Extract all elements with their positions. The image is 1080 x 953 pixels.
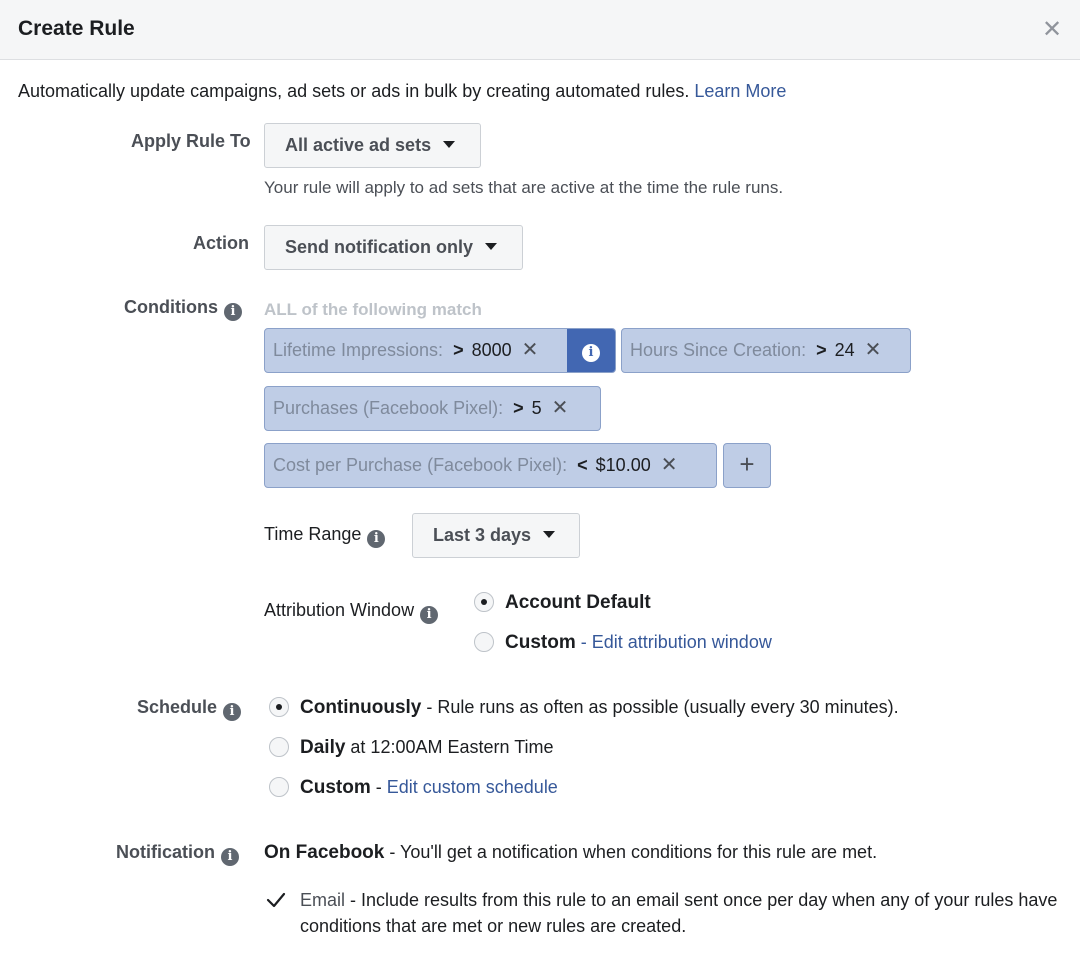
condition-metric: Cost per Purchase (Facebook Pixel): xyxy=(273,455,568,475)
dialog-header xyxy=(0,0,1080,60)
attribution-custom-radio[interactable] xyxy=(474,632,494,652)
condition-operator: < xyxy=(577,455,588,475)
edit-attribution-window-link[interactable]: Edit attribution window xyxy=(591,632,772,652)
apply-rule-to-value: All active ad sets xyxy=(285,135,432,155)
apply-rule-to-dropdown[interactable] xyxy=(264,123,481,168)
condition-operator: > xyxy=(513,398,524,418)
schedule-label xyxy=(137,697,241,721)
schedule-custom-separator: - xyxy=(370,777,387,797)
condition-chip[interactable] xyxy=(264,443,717,488)
condition-chip[interactable] xyxy=(264,328,616,373)
learn-more-link[interactable]: Learn More xyxy=(694,81,787,101)
schedule-daily-desc: at 12:00AM Eastern Time xyxy=(345,737,554,757)
schedule-continuously-desc: - Rule runs as often as possible (usually every 30 minutes). xyxy=(421,697,899,717)
remove-condition-icon[interactable]: ✕ xyxy=(864,339,882,361)
attribution-separator: - xyxy=(575,632,592,652)
caret-down-icon xyxy=(485,243,497,250)
intro-description: Automatically update campaigns, ad sets or ads in bulk by creating automated rules. xyxy=(18,81,690,101)
condition-info-icon[interactable]: i xyxy=(567,329,615,372)
condition-metric: Lifetime Impressions: xyxy=(273,340,444,360)
checkmark-icon xyxy=(265,889,287,911)
notification-email-label: Email xyxy=(300,890,346,910)
schedule-daily-radio[interactable] xyxy=(269,737,289,757)
condition-value: 5 xyxy=(531,398,542,418)
attribution-window-label-text: Attribution Window xyxy=(264,600,415,620)
condition-chip[interactable] xyxy=(621,328,911,373)
notification-email xyxy=(300,887,1080,939)
apply-rule-to-label: Apply Rule To xyxy=(131,131,251,151)
schedule-label-text: Schedule xyxy=(137,697,218,717)
conditions-label xyxy=(124,297,242,321)
condition-metric: Purchases (Facebook Pixel): xyxy=(273,398,504,418)
time-range-dropdown[interactable] xyxy=(412,513,580,558)
condition-value: 8000 xyxy=(471,340,512,360)
condition-value: 24 xyxy=(834,340,855,360)
schedule-continuously-radio[interactable] xyxy=(269,697,289,717)
notification-facebook xyxy=(264,842,877,864)
notification-facebook-label: On Facebook xyxy=(264,842,385,863)
condition-operator: > xyxy=(816,340,827,360)
condition-metric: Hours Since Creation: xyxy=(630,340,807,360)
info-icon[interactable]: i xyxy=(224,303,242,321)
attribution-window-label xyxy=(264,600,438,624)
condition-value: $10.00 xyxy=(595,455,651,475)
dialog-title: Create Rule xyxy=(18,17,135,40)
time-range-label-text: Time Range xyxy=(264,524,362,544)
attribution-default-radio[interactable] xyxy=(474,592,494,612)
edit-custom-schedule-link[interactable]: Edit custom schedule xyxy=(386,777,558,797)
attribution-custom-label: Custom xyxy=(505,632,576,653)
email-checkbox[interactable] xyxy=(265,889,287,911)
info-icon[interactable]: i xyxy=(367,530,385,548)
action-label: Action xyxy=(193,233,249,253)
remove-condition-icon[interactable]: ✕ xyxy=(660,454,678,476)
condition-operator: > xyxy=(453,340,464,360)
notification-label-text: Notification xyxy=(116,842,215,862)
intro-text xyxy=(18,81,786,102)
caret-down-icon xyxy=(443,141,455,148)
action-value: Send notification only xyxy=(285,237,473,257)
schedule-custom-label: Custom xyxy=(300,777,371,798)
time-range-label xyxy=(264,524,385,548)
schedule-continuously-option[interactable] xyxy=(300,697,899,719)
action-dropdown[interactable] xyxy=(264,225,523,270)
conditions-label-text: Conditions xyxy=(124,297,218,317)
notification-label xyxy=(116,842,239,866)
schedule-daily-option[interactable] xyxy=(300,737,554,759)
attribution-default-label: Account Default xyxy=(505,592,651,613)
schedule-continuously-label: Continuously xyxy=(300,697,422,718)
apply-rule-to-helper: Your rule will apply to ad sets that are active at the time the rule runs. xyxy=(264,178,784,197)
schedule-custom-option[interactable] xyxy=(300,777,558,799)
info-icon[interactable]: i xyxy=(221,848,239,866)
schedule-daily-label: Daily xyxy=(300,737,346,758)
attribution-custom-option[interactable] xyxy=(505,632,772,654)
condition-chip[interactable] xyxy=(264,386,601,431)
notification-facebook-desc: - You'll get a notification when conditions for this rule are met. xyxy=(384,842,878,862)
conditions-subheading: ALL of the following match xyxy=(264,300,482,319)
time-range-value: Last 3 days xyxy=(433,525,532,545)
attribution-default-option[interactable] xyxy=(505,592,651,614)
remove-condition-icon[interactable]: ✕ xyxy=(521,339,539,361)
info-icon[interactable]: i xyxy=(420,606,438,624)
close-icon[interactable]: ✕ xyxy=(1041,16,1063,43)
caret-down-icon xyxy=(543,531,555,538)
remove-condition-icon[interactable]: ✕ xyxy=(551,397,569,419)
notification-email-desc: - Include results from this rule to an email sent once per day when any of your rules have conditions that are met or new rules are created. xyxy=(300,890,1063,936)
info-icon[interactable]: i xyxy=(223,703,241,721)
schedule-custom-radio[interactable] xyxy=(269,777,289,797)
add-condition-button[interactable]: + xyxy=(723,443,771,488)
